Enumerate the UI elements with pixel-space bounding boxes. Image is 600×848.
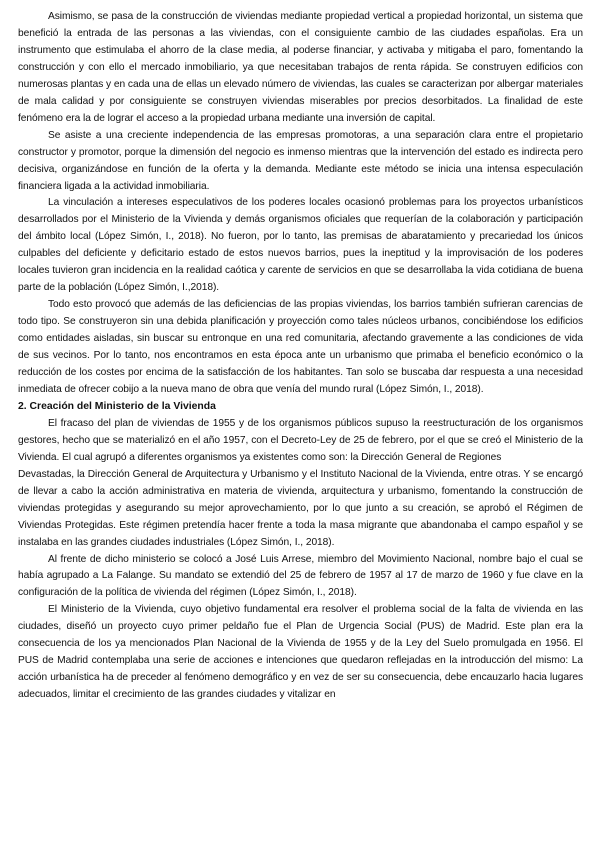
paragraph-fracaso-plan: El fracaso del plan de viviendas de 1955 y de los organismos públicos supuso la reestructuración de los organismos gestores, hecho que se materializó en el año 1957, con el Decreto-Ley de 25 de febrero, por el que se creó el Ministerio de la Vivienda. El cual agrupó a diferentes organismos ya existentes como son: la Dirección General de Regiones [18,417,583,463]
paragraph-propiedad-horizontal: Asimismo, se pasa de la construcción de viviendas mediante propiedad vertical a propiedad horizontal, un sistema que benefició la entrada de las personas a las viviendas, con el consiguiente cambio de las ciudades españolas. Era un instrumento que estimulaba el ahorro de la clase media, al poderse financiar, y activaba y mitigaba el paro, fomentando la construcción y con ello el mercado inmobiliario, ya que necesitaban trabajos de renta rápida. Se construyen edificios con numerosas plantas y en cada una de ellas un elevado número de viviendas, las cuales se caracterizan por albergar materiales de mala calidad y por consiguiente se construyen viviendas miserables por precios desorbitados. La finalidad de este fenómeno era la de lograr el acceso a la propiedad urbana mediante una inversión de capital. [18,11,583,124]
paragraph-arrese: Al frente de dicho ministerio se colocó a José Luis Arrese, miembro del Movimiento Nacional, nombre bajo el cual se había agrupado a La Falange. Su mandato se extendió del 25 de febrero de 1957 al 17 de marzo de 1960 y fue clave en la configuración de la política de vivienda del régimen (López Simón, I., 2018). [18,553,583,599]
paragraph-poderes-locales: La vinculación a intereses especulativos de los poderes locales ocasionó problemas para los proyectos urbanísticos desarrollados por el Ministerio de la Vivienda y demás organismos oficiales que requerían de la colaboración y participación del ámbito local (López Simón, I., 2018). No fueron, por lo tanto, las premisas de abaratamiento y precariedad los únicos culpables del deficiente y deficitario estado de estos nuevos barrios, pues la ineptitud y la improvisación de los poderes locales tuvieron gran incidencia en la realidad caótica y carente de servicios en que se desarrollaba la vida cotidiana de buena parte de la población (López Simón, I.,2018). [18,197,583,294]
paragraph-carencias-barrios: Todo esto provocó que además de las deficiencias de las propias viviendas, los barrios también sufrieran carencias de todo tipo. Se construyeron sin una debida planificación y proyección como tales núcleos urbanos, concibiéndose los edificios como entidades aisladas, sin buscar su entronque en una red comunitaria, afectando gravemente a las condiciones de vida de sus vecinos. Por lo tanto, nos encontramos en esta época ante un urbanismo que primaba el beneficio económico o la reducción de los costes por encima de la satisfacción de los habitantes. Tan solo se buscaba dar respuesta a una necesidad inmediata de ofrecer cobijo a la nueva mano de obra que venía del mundo rural (López Simón, I., 2018). [18,299,583,395]
section-heading-ministerio: 2. Creación del Ministerio de la Vivienda [18,400,216,412]
paragraph-regiones-devastadas: Devastadas, la Dirección General de Arquitectura y Urbanismo y el Instituto Nacional de la Vivienda, entre otras. Y se encargó de llevar a cabo la acción administrativa en materia de vivienda, arquitectura y urbanismo, fomentando la construcción de viviendas protegidas y asegurando su mejor aprovechamiento, por lo que junto a su creación, se aprobó el Régimen de Viviendas Protegidas. Este régimen pretendía hacer frente a toda la masa migrante que abandonaba el campo español y se instalaba en las grandes ciudades industriales (López Simón, I., 2018). [18,468,583,548]
paragraph-plan-urgencia-social: El Ministerio de la Vivienda, cuyo objetivo fundamental era resolver el problema social de la falta de vivienda en las ciudades, diseñó un proyecto cuyo primer peldaño fue el Plan de Urgencia Social (PUS) de Madrid. Este plan era la consecuencia de los ya mencionados Plan Nacional de la Vivienda de 1955 y de la Ley del Suelo promulgada en 1956. El PUS de Madrid contemplaba una serie de acciones e intenciones que quedaron reflejadas en la introducción del mismo: La acción urbanística ha de preceder al fenómeno demográfico y en vez de ser su consecuencia, debe encauzarlo hacia lugares adecuados, limitar el crecimiento de las grandes ciudades y vitalizar en [18,604,583,701]
paragraph-empresas-promotoras: Se asiste a una creciente independencia de las empresas promotoras, a una separación clara entre el propietario constructor y promotor, porque la dimensión del negocio es inmenso mientras que la intervención del estado es indirecta pero decisiva, organizándose en función de la oferta y la demanda. Mediante este método se inicia una intensa especulación financiera ligada a la actividad inmobiliaria. [18,129,583,192]
